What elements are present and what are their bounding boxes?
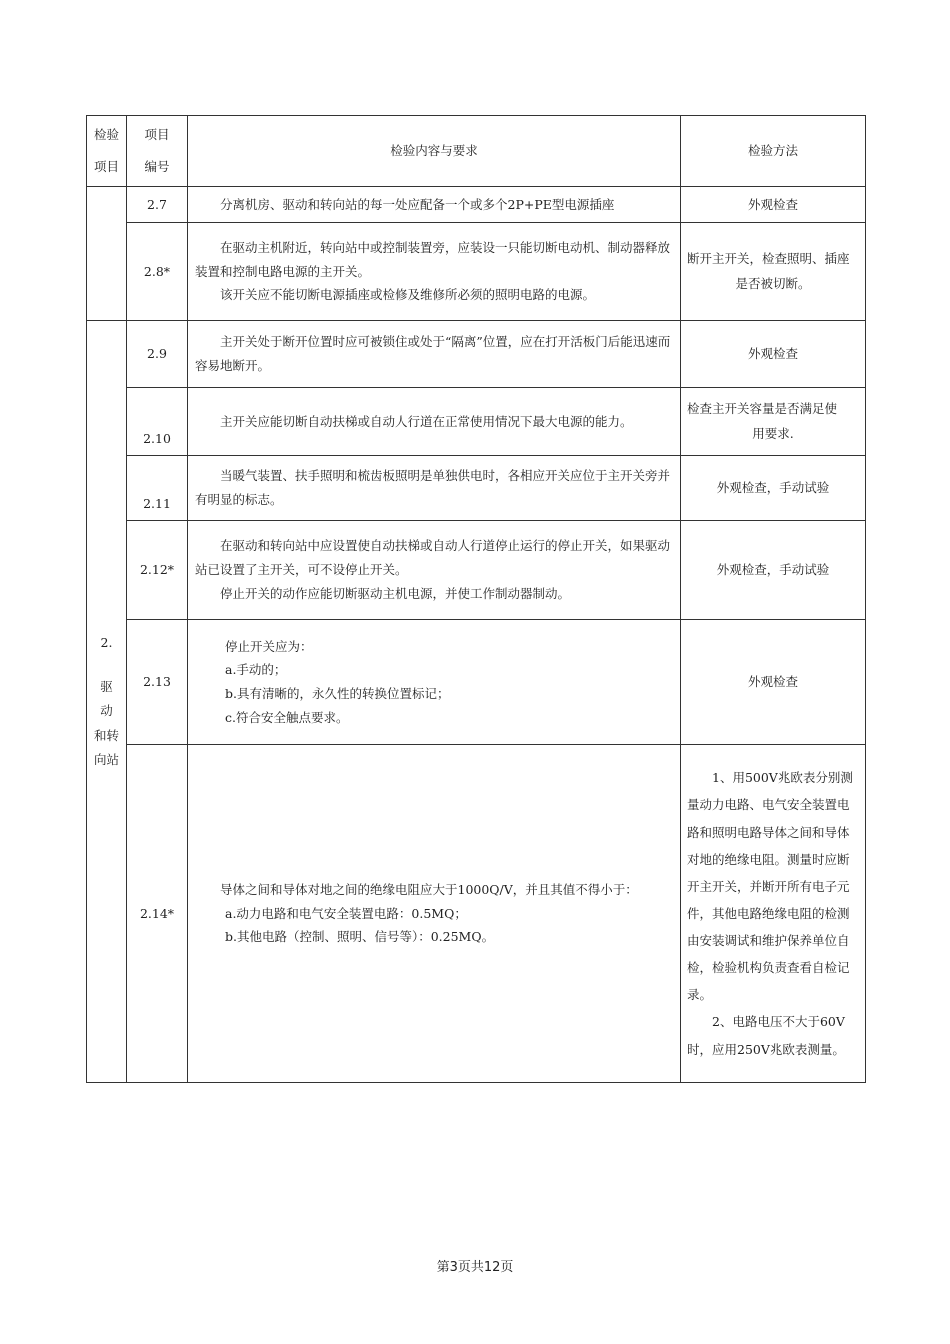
item-content: 当暖气装置、扶手照明和梳齿板照明是单独供电时，各相应开关应位于主开关旁并有明显的标志。	[188, 456, 681, 521]
header-number: 项目 编号	[127, 116, 188, 187]
table-row	[87, 321, 866, 388]
category-cell: 2. 驱 动 和转 向站	[87, 321, 127, 1083]
page-footer: 第3页共12页	[436, 1260, 514, 1275]
item-number: 2.14*	[127, 745, 188, 1083]
header-content: 检验内容与要求	[188, 116, 681, 187]
item-method: 外观检查	[681, 321, 866, 388]
item-method: 外观检查，手动试验	[681, 456, 866, 521]
item-method: 1、用500V兆欧表分别测量动力电路、电气安全装置电路和照明电路导体之间和导体对地的绝缘电阻。测量时应断开主开关，并断开所有电子元件，其他电路绝缘电阻的检测由安装调试和维护保养单位自检，检验机构负责查看自检记录。 2、电路电压不大于60V时，应用250V兆欧表测量。	[681, 745, 866, 1083]
category-blank-cell	[87, 187, 127, 321]
item-content: 分离机房、驱动和转向站的每一处应配备一个或多个2P+PE型电源插座	[188, 187, 681, 223]
inspection-table	[86, 115, 866, 1083]
item-content: 导体之间和导体对地之间的绝缘电阻应大于1000Q/V，并且其值不得小于： a.动力电路和电气安全装置电路：0.5MQ； b.其他电路（控制、照明、信号等）：0.25MQ。	[188, 745, 681, 1083]
item-number: 2.11	[127, 456, 188, 521]
item-method: 外观检查	[681, 187, 866, 223]
table-row	[87, 388, 866, 456]
item-method: 外观检查	[681, 620, 866, 745]
item-number: 2.8*	[127, 223, 188, 321]
item-number: 2.12*	[127, 521, 188, 620]
table-row	[87, 223, 866, 321]
table-row	[87, 521, 866, 620]
item-content: 停止开关应为： a.手动的； b.具有清晰的，永久性的转换位置标记； c.符合安全触点要求。	[188, 620, 681, 745]
item-number: 2.10	[127, 388, 188, 456]
header-method: 检验方法	[681, 116, 866, 187]
item-method: 断开主开关，检查照明、插座 是否被切断。	[681, 223, 866, 321]
item-method: 外观检查，手动试验	[681, 521, 866, 620]
table-row	[87, 187, 866, 223]
item-content: 在驱动和转向站中应设置使自动扶梯或自动人行道停止运行的停止开关，如果驱动站已设置了主开关，可不设停止开关。 停止开关的动作应能切断驱动主机电源，并使工作制动器制动。	[188, 521, 681, 620]
table-row	[87, 620, 866, 745]
item-method: 检查主开关容量是否满足使 用要求.	[681, 388, 866, 456]
item-content: 主开关处于断开位置时应可被锁住或处于“隔离”位置，应在打开活板门后能迅速而容易地断开。	[188, 321, 681, 388]
item-number: 2.9	[127, 321, 188, 388]
table-row	[87, 456, 866, 521]
table-row	[87, 745, 866, 1083]
table-header-row	[87, 116, 866, 187]
item-content: 在驱动主机附近，转向站中或控制装置旁，应装设一只能切断电动机、制动器释放装置和控制电路电源的主开关。 该开关应不能切断电源插座或检修及维修所必须的照明电路的电源。	[188, 223, 681, 321]
item-content: 主开关应能切断自动扶梯或自动人行道在正常使用情况下最大电源的能力。	[188, 388, 681, 456]
header-category: 检验 项目	[87, 116, 127, 187]
item-number: 2.13	[127, 620, 188, 745]
item-number: 2.7	[127, 187, 188, 223]
